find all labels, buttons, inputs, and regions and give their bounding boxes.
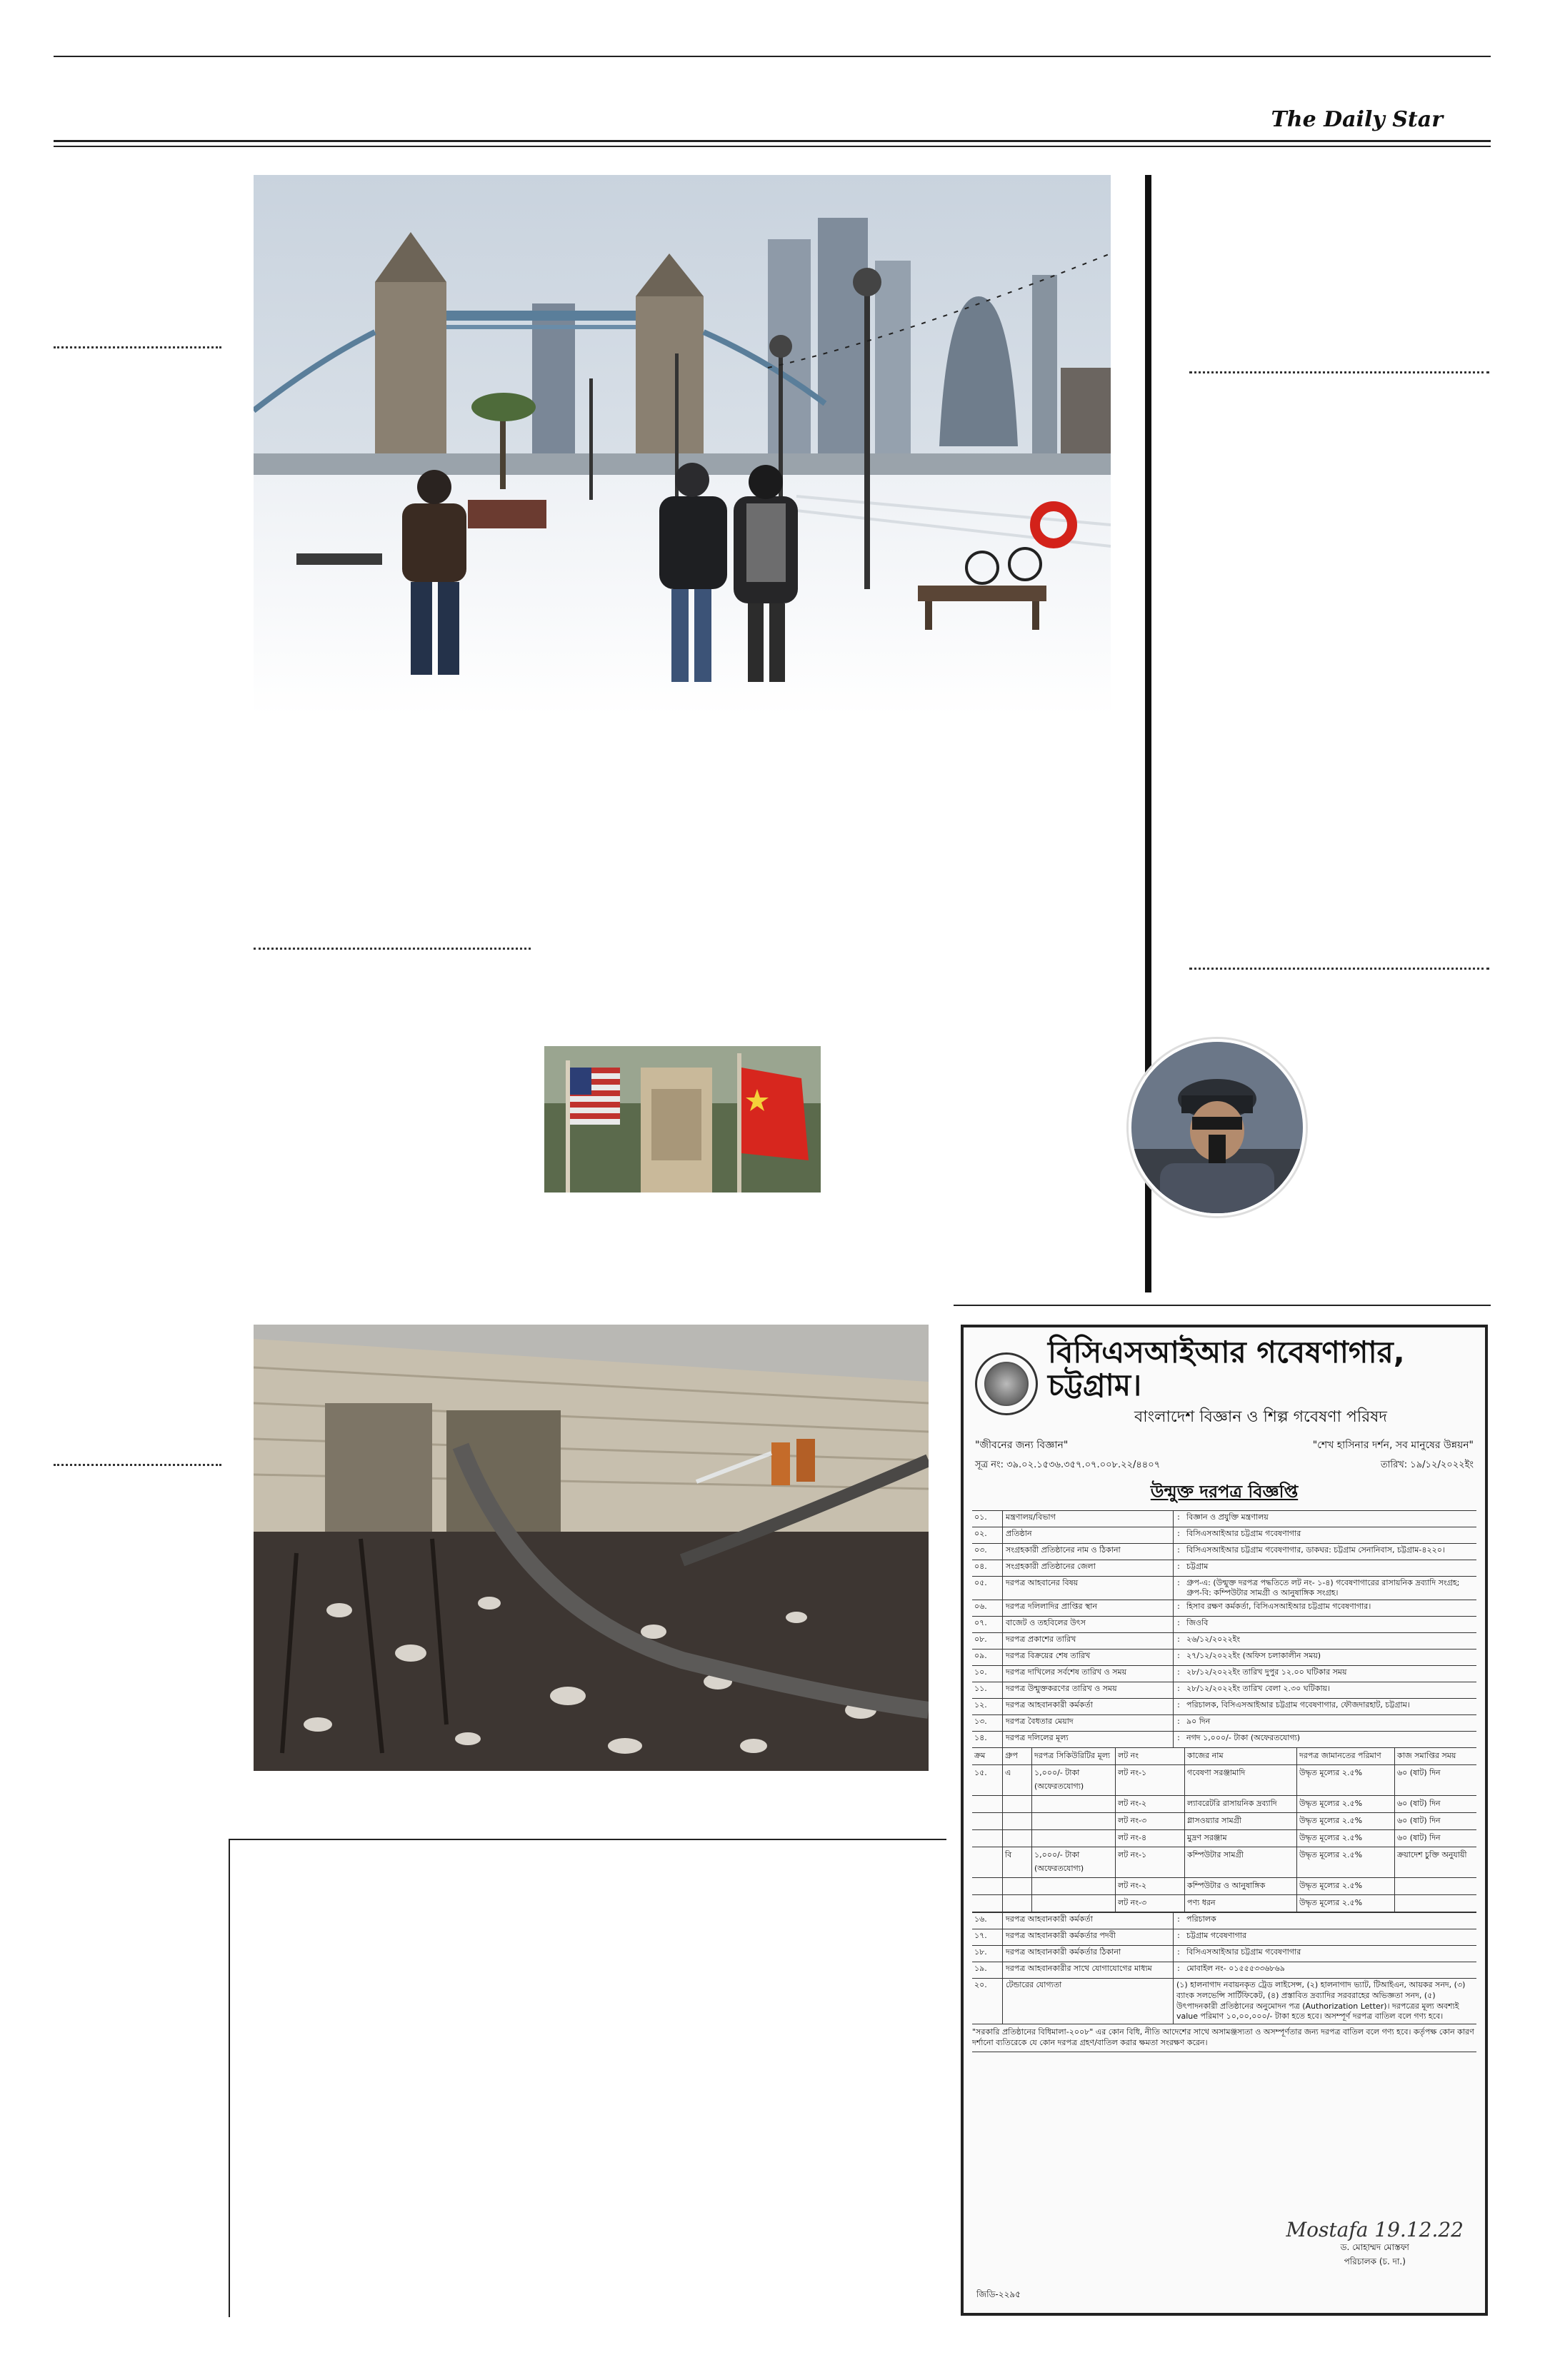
row-label: মন্ত্রণালয়/বিভাগ: [1003, 1511, 1174, 1527]
row-label: বাজেট ও তহবিলের উৎস: [1003, 1617, 1174, 1632]
tender-row: [972, 1929, 1476, 1946]
row-value: বিসিএসআইআর চট্টগ্রাম গবেষণাগার: [1186, 1529, 1301, 1539]
row-value: গ্রুপ-এ: (উন্মুক্ত দরপত্র পদ্ধতিতে লট নং- ১-৪) গবেষণাগারের রাসায়নিক দ্রব্যাদি সংগ্রহ; গ্রুপ-বি: কম্পিউটার সামগ্রী ও আনুষাঙ্গিক সংগ্রহ।: [1186, 1578, 1460, 1598]
burned-market-photo: [254, 1325, 929, 1771]
memo-number: সূত্র নং: ৩৯.০২.১৫৩৬.৩৫৭.০৭.০০৮.২২/৪৪০৭: [975, 1460, 1161, 1471]
newspaper-logo: The Daily Star: [1271, 107, 1443, 132]
row-colon: :: [1177, 1617, 1180, 1627]
box-rule-top: [229, 1839, 946, 1840]
lot-cell-name: কম্পিউটার ও আনুষাঙ্গিক: [1185, 1878, 1297, 1894]
left-column-separator: [54, 346, 221, 348]
row-colon: :: [1177, 1947, 1180, 1957]
story-separator: [254, 948, 531, 950]
row-colon: :: [1177, 1545, 1180, 1555]
lot-cell-lot: লট নং-২: [1116, 1796, 1185, 1812]
lot-cell-group: [1003, 1878, 1032, 1894]
row-colon: :: [1177, 1963, 1180, 1973]
tender-row: [972, 1732, 1476, 1748]
lot-cell-security: উদ্ধৃত মূল্যের ২.৫%: [1297, 1813, 1395, 1829]
row-label: দরপত্র বৈধতার মেয়াদ: [1003, 1715, 1174, 1731]
lot-cell-lot: লট নং-১: [1116, 1765, 1185, 1795]
tender-row: [972, 1682, 1476, 1699]
left-column-separator: [54, 1464, 221, 1466]
lot-cell-no: [972, 1830, 1003, 1847]
row-value: ২৭/১২/২০২২ইং (অফিস চলাকালীন সময়): [1186, 1650, 1321, 1660]
row-value: হিসাব রক্ষণ কর্মকর্তা, বিসিএসআইআর চট্টগ্রাম গবেষণাগার।: [1186, 1601, 1371, 1611]
lots-header-cell: ক্রম: [972, 1748, 1003, 1764]
lot-cell-lot: লট নং-১: [1116, 1847, 1185, 1877]
row-number: ০৭.: [972, 1617, 1003, 1632]
row-number: ০৬.: [972, 1600, 1003, 1616]
tender-row: [972, 1913, 1476, 1929]
lot-cell-name: কম্পিউটার সামগ্রী: [1185, 1847, 1297, 1877]
motto-right: "শেখ হাসিনার দর্শন, সব মানুষের উন্নয়ন": [1312, 1440, 1474, 1452]
lot-cell-name: গ্লাসওয়্যার সামগ্রী: [1185, 1813, 1297, 1829]
london-snow-photo: [254, 175, 1111, 716]
row-value: পরিচালক, বিসিএসআইআর চট্টগ্রাম গবেষণাগার, ফৌজদারহাট, চট্টগ্রাম।: [1186, 1699, 1410, 1709]
row-colon: :: [1177, 1512, 1180, 1522]
row-label: দরপত্র আহবানকারী কর্মকর্তা: [1003, 1913, 1174, 1929]
row-colon: :: [1177, 1650, 1180, 1660]
lot-cell-lot: লট নং-৩: [1116, 1895, 1185, 1912]
row-value: ২৬/১২/২০২২ইং: [1186, 1634, 1241, 1644]
lot-cell-name: গবেষণা সরঞ্জামাদি: [1185, 1765, 1297, 1795]
lot-row: [972, 1796, 1476, 1813]
lot-cell-no: [972, 1895, 1003, 1912]
masthead-rule-upper: [54, 140, 1491, 142]
row-colon: :: [1177, 1601, 1180, 1611]
lots-header-cell: কাজ সমাপ্তির সময়: [1397, 1750, 1456, 1760]
lot-cell-security: উদ্ধৃত মূল্যের ২.৫%: [1297, 1796, 1395, 1812]
row-label: দরপত্র দলিলাদির প্রাপ্তির স্থান: [1003, 1600, 1174, 1616]
row-colon: :: [1177, 1562, 1180, 1572]
row-label: দরপত্র প্রকাশের তারিখ: [1003, 1633, 1174, 1649]
right-column-separator: [1189, 968, 1489, 970]
row-colon: :: [1177, 1529, 1180, 1539]
row-number: ১১.: [972, 1682, 1003, 1698]
row-number: ০২.: [972, 1527, 1003, 1543]
tender-row: [972, 1511, 1476, 1527]
row-label: সংগ্রহকারী প্রতিষ্ঠানের জেলা: [1003, 1560, 1174, 1576]
lot-cell-security: উদ্ধৃত মূল্যের ২.৫%: [1297, 1895, 1395, 1912]
tender-row: [972, 1560, 1476, 1577]
lot-cell-lot: লট নং-৪: [1116, 1830, 1185, 1847]
tender-row: [972, 1600, 1476, 1617]
lot-cell-time: ৬০ (ষাট) দিন: [1397, 1767, 1441, 1777]
lot-cell-name: মুদ্রণ সরঞ্জাম: [1185, 1830, 1297, 1847]
top-rule: [54, 56, 1491, 57]
row-value: জিওবি: [1186, 1617, 1209, 1627]
row-value: বিসিএসআইআর চট্টগ্রাম গবেষণাগার: [1186, 1947, 1301, 1957]
row-value: ৯০ দিন: [1186, 1716, 1211, 1726]
lot-cell-time: ৬০ (ষাট) দিন: [1397, 1832, 1441, 1842]
row-value: বিসিএসআইআর চট্টগ্রাম গবেষণাগার, ডাকঘর: চট্টগ্রাম সেনানিবাস, চট্টগ্রাম-৪২২০।: [1186, 1545, 1445, 1555]
lot-row: [972, 1847, 1476, 1878]
row-value: ২৮/১২/২০২২ইং তারিখ বেলা ২.৩০ ঘটিকায়।: [1186, 1683, 1331, 1693]
motto-left: "জীবনের জন্য বিজ্ঞান": [975, 1440, 1069, 1452]
masthead-rule-lower: [54, 146, 1491, 147]
tender-row: [972, 1650, 1476, 1666]
lot-cell-time: ৬০ (ষাট) দিন: [1397, 1815, 1441, 1825]
row-label: দরপত্র আহবানকারী কর্মকর্তা: [1003, 1699, 1174, 1714]
tender-row: [972, 1666, 1476, 1682]
ad-mottos: [964, 1434, 1485, 1457]
lot-cell-price: [1032, 1878, 1116, 1894]
tender-row: [972, 1633, 1476, 1650]
tender-info-table: [972, 1510, 1476, 1748]
lot-cell-no: [972, 1847, 1003, 1877]
seal-icon: [975, 1352, 1038, 1415]
signature: Mostafa 19.12.22: [1286, 2218, 1464, 2241]
lot-cell-price: [1032, 1830, 1116, 1847]
row-colon: :: [1177, 1930, 1180, 1940]
row-colon: :: [1177, 1578, 1180, 1588]
row-label: সংগ্রহকারী প্রতিষ্ঠানের নাম ও ঠিকানা: [1003, 1544, 1174, 1560]
row-number: ১৩.: [972, 1715, 1003, 1731]
us-china-flags-photo: [544, 1046, 821, 1192]
row-value: পরিচালক: [1186, 1914, 1216, 1924]
ad-heading: উন্মুক্ত দরপত্র বিজ্ঞপ্তি: [1150, 1482, 1299, 1502]
lot-cell-price: [1032, 1796, 1116, 1812]
lot-cell-group: বি: [1003, 1847, 1032, 1877]
box-rule-left: [229, 1839, 230, 2317]
row-colon: :: [1177, 1914, 1180, 1924]
row-number: ০৯.: [972, 1650, 1003, 1665]
row-colon: :: [1177, 1667, 1180, 1677]
lots-header-cell: দরপত্র সিকিউরিটির মূল্য: [1032, 1748, 1116, 1764]
lot-cell-no: [972, 1878, 1003, 1894]
row-colon: :: [1177, 1716, 1180, 1726]
terms-label: টেন্ডারের যোগ্যতা: [1003, 1979, 1174, 2024]
tender-contact-table: [972, 1913, 1476, 1979]
lot-cell-group: [1003, 1830, 1032, 1847]
lots-header-cell: গ্রুপ: [1003, 1748, 1032, 1764]
row-label: দরপত্র আহবানকারী কর্মকর্তার ঠিকানা: [1003, 1946, 1174, 1962]
row-value: নগদ ১,০০০/- টাকা (অফেরতযোগ্য): [1186, 1732, 1301, 1742]
lots-header-cell: লট নং: [1116, 1748, 1185, 1764]
lot-cell-name: পণ্য ধরন: [1185, 1895, 1297, 1912]
row-value: চট্টগ্রাম গবেষণাগার: [1186, 1930, 1247, 1940]
row-label: দরপত্র আহবানকারী কর্মকর্তার পদবী: [1003, 1929, 1174, 1945]
lot-row: [972, 1813, 1476, 1830]
lot-cell-group: [1003, 1895, 1032, 1912]
lot-cell-security: উদ্ধৃত মূল্যের ২.৫%: [1297, 1878, 1395, 1894]
row-label: দরপত্র দলিলের মূল্য: [1003, 1732, 1174, 1747]
row-number: ০৩.: [972, 1544, 1003, 1560]
lot-cell-time: [1395, 1878, 1476, 1894]
lots-header: [972, 1748, 1476, 1765]
row-number: ০৪.: [972, 1560, 1003, 1576]
row-value: ২৮/১২/২০২২ইং তারিখ দুপুর ১২.০০ ঘটিকার সময়: [1186, 1667, 1347, 1677]
tender-row: [972, 1617, 1476, 1633]
lot-cell-group: [1003, 1796, 1032, 1812]
tender-row: [972, 1715, 1476, 1732]
lot-cell-price: [1032, 1895, 1116, 1912]
lot-cell-no: [972, 1813, 1003, 1829]
ad-header: [964, 1327, 1485, 1434]
lot-row: [972, 1830, 1476, 1847]
lot-cell-no: ১৫.: [972, 1765, 1003, 1795]
ad-org-subtitle: বাংলাদেশ বিজ্ঞান ও শিল্প গবেষণা পরিষদ: [1134, 1408, 1387, 1427]
lot-row: [972, 1765, 1476, 1796]
row-number: ১৭.: [972, 1929, 1003, 1945]
row-colon: :: [1177, 1732, 1180, 1742]
tender-terms: [972, 1979, 1476, 2024]
ad-code: জিডি-২২৯৫: [976, 2289, 1021, 2299]
ad-org-title: বিসিএসআইআর গবেষণাগার, চট্টগ্রাম।: [1048, 1335, 1405, 1403]
lot-cell-price: [1032, 1813, 1116, 1829]
row-number: ০৮.: [972, 1633, 1003, 1649]
lot-cell-name: ল্যাবরেটরি রাসায়নিক দ্রব্যাদি: [1185, 1796, 1297, 1812]
tender-note: "সরকারি প্রতিষ্ঠানের বিধিমালা-২০০৮" এর কোন বিধি, নীতি আদেশের সাথে অসামঞ্জস্যতা ও অসম্পূর্ণতার জন্য দরপত্র বাতিল বলে গণ্য হবে। কর্তৃপক্ষ কোন কারণ দর্শানো ব্যতিরেকে যে কোন দরপত্র গ্রহণ/বাতিল করার ক্ষমতা সংরক্ষণ করেন।: [972, 2027, 1476, 2052]
memo-date: তারিখ: ১৯/১২/২০২২ইং: [1380, 1460, 1474, 1471]
signer-title: পরিচালক (চ. দা.): [1344, 2256, 1406, 2266]
lot-cell-time: ৬০ (ষাট) দিন: [1397, 1798, 1441, 1808]
row-colon: :: [1177, 1634, 1180, 1644]
row-label: দরপত্র দাখিলের সর্বশেষ তারিখ ও সময়: [1003, 1666, 1174, 1682]
lot-cell-time: [1395, 1895, 1476, 1912]
lot-cell-lot: লট নং-২: [1116, 1878, 1185, 1894]
lots-header-cell: দরপত্র জামানতের পরিমাণ: [1297, 1748, 1395, 1764]
row-number: ১৯.: [972, 1962, 1003, 1978]
row-label: দরপত্র উন্মুক্তকরণের তারিখ ও সময়: [1003, 1682, 1174, 1698]
lot-cell-group: এ: [1003, 1765, 1032, 1795]
row-value: বিজ্ঞান ও প্রযুক্তি মন্ত্রণালয়: [1186, 1512, 1269, 1522]
row-number: ১২.: [972, 1699, 1003, 1714]
row-number: ১৪.: [972, 1732, 1003, 1747]
tender-row: [972, 1699, 1476, 1715]
tender-row: [972, 1527, 1476, 1544]
signature-block: [1286, 2218, 1464, 2270]
row-label: প্রতিষ্ঠান: [1003, 1527, 1174, 1543]
soldier-portrait-photo: [1129, 1039, 1306, 1216]
row-label: দরপত্র আহবানের বিষয়: [1003, 1577, 1174, 1600]
lot-cell-security: উদ্ধৃত মূল্যের ২.৫%: [1297, 1830, 1395, 1847]
row-number: ০৫.: [972, 1577, 1003, 1600]
tender-row: [972, 1544, 1476, 1560]
row-number: ১৮.: [972, 1946, 1003, 1962]
tender-row: [972, 1577, 1476, 1600]
tender-row: [972, 1946, 1476, 1962]
terms-text: (১) হালনাগাদ নবায়নকৃত ট্রেড লাইসেন্স, (২) হালনাগাদ ভ্যাট, টিআইএন, আয়কর সনদ, (৩) ব্যাংক সলভেন্সি সার্টিফিকেট, (৪) প্রস্তাবিত দ্রব্যাদির সরবরাহের অভিজ্ঞতা সনদ, (৫) উৎপাদনকারী প্রতিষ্ঠানের অনুমোদন পত্র (Authorization Letter)। দরপত্রের মূল্য অবশ্যই value পরিমাণ ১০,০০,০০০/- টাকা হতে হবে। অসম্পূর্ণ দরপত্র বাতিল বলে গণ্য হবে।: [1176, 1979, 1466, 2022]
lot-cell-time: ক্রয়াদেশ চুক্তি অনুযায়ী: [1397, 1849, 1467, 1859]
row-label: দরপত্র আহবানকারীর সাথে যোগাযোগের মাধ্যম: [1003, 1962, 1174, 1978]
lot-cell-lot: লট নং-৩: [1116, 1813, 1185, 1829]
section-rule: [954, 1305, 1491, 1306]
tender-advertisement: [961, 1325, 1488, 2316]
row-number: ১০.: [972, 1666, 1003, 1682]
terms-number: ২০.: [972, 1979, 1003, 2024]
right-column-separator: [1189, 371, 1489, 373]
row-label: দরপত্র বিক্রয়ের শেষ তারিখ: [1003, 1650, 1174, 1665]
row-number: ০১.: [972, 1511, 1003, 1527]
row-number: ১৬.: [972, 1913, 1003, 1929]
ad-reference: [964, 1457, 1485, 1475]
lot-cell-price: ১,০০০/- টাকা (অফেরতযোগ্য): [1032, 1765, 1116, 1795]
row-value: চট্টগ্রাম: [1186, 1562, 1209, 1572]
lot-cell-security: উদ্ধৃত মূল্যের ২.৫%: [1297, 1847, 1395, 1877]
tender-row: [972, 1962, 1476, 1979]
lot-row: [972, 1895, 1476, 1912]
lot-row: [972, 1878, 1476, 1895]
lot-cell-security: উদ্ধৃত মূল্যের ২.৫%: [1297, 1765, 1395, 1795]
lots-table: [972, 1748, 1476, 1913]
lot-cell-no: [972, 1796, 1003, 1812]
row-colon: :: [1177, 1683, 1180, 1693]
lots-header-cell: কাজের নাম: [1185, 1748, 1297, 1764]
lot-cell-group: [1003, 1813, 1032, 1829]
lot-cell-price: ১,০০০/- টাকা (অফেরতযোগ্য): [1032, 1847, 1116, 1877]
row-colon: :: [1177, 1699, 1180, 1709]
signer-name: ড. মোহাম্মদ মোস্তফা: [1340, 2242, 1409, 2252]
row-value: মোবাইল নং- ০১৫৫৫৩৩৬৮৬৯: [1186, 1963, 1285, 1973]
